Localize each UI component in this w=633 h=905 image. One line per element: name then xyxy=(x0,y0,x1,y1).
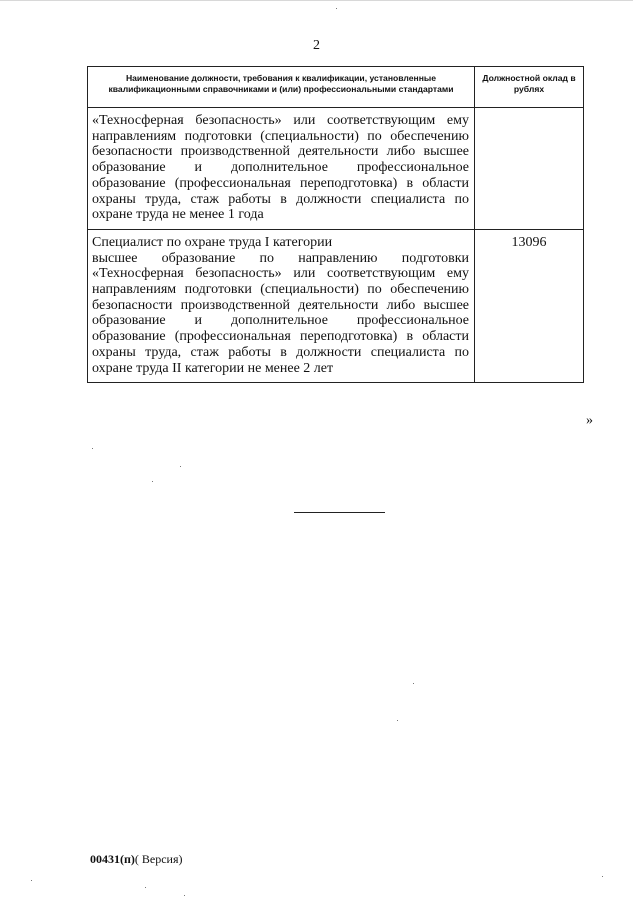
table-row xyxy=(88,229,584,382)
scan-speck xyxy=(152,481,153,482)
header-salary: Должностной оклад в рублях xyxy=(475,67,584,108)
table-row xyxy=(88,108,584,230)
closing-quote: » xyxy=(586,413,593,428)
requirements-cell xyxy=(88,229,475,382)
requirements-text: высшее образование по направлению подготовки «Техносферная безопасность» или соответствующим ему направлениям подготовки (специальности) по обеспечению безопасности производственной деятельности либо высшее образование и дополнительное профессиональное образование (профессиональная переподготовка) в области охраны труда, стаж работы в должности специалиста по охране труда II категории не менее 2 лет xyxy=(92,250,469,376)
header-position: Наименование должности, требования к квалификации, установленные квалификационными справочниками и (или) профессиональными стандартами xyxy=(88,67,475,108)
requirements-text: «Техносферная безопасность» или соответствующим ему направлениям подготовки (специальности) по обеспечению безопасности производственной деятельности либо высшее образование и дополнительное профессиональное образование (профессиональная переподготовка) в области охраны труда, стаж работы в должности специалиста по охране труда не менее 1 года xyxy=(92,113,469,223)
scan-speck xyxy=(602,876,603,877)
scan-speck xyxy=(31,880,32,881)
scan-speck xyxy=(145,887,146,888)
scan-speck xyxy=(180,466,181,467)
scan-speck xyxy=(184,895,185,896)
table-header-row xyxy=(88,67,584,108)
requirements-cell xyxy=(88,108,475,230)
scan-speck xyxy=(92,448,93,449)
salary-table xyxy=(87,66,584,383)
scan-speck xyxy=(413,683,414,684)
scan-speck xyxy=(336,8,337,9)
salary-cell xyxy=(475,108,584,230)
scan-speck xyxy=(397,720,398,721)
divider-rule xyxy=(294,512,385,513)
page-number: 2 xyxy=(313,38,320,53)
position-title: Специалист по охране труда I категории xyxy=(92,234,333,250)
scan-top-edge xyxy=(0,0,633,1)
document-version: ( Версия) xyxy=(134,852,183,866)
document-code xyxy=(90,852,183,867)
document-code-number: 00431(п) xyxy=(90,852,135,866)
salary-cell: 13096 xyxy=(475,229,584,382)
